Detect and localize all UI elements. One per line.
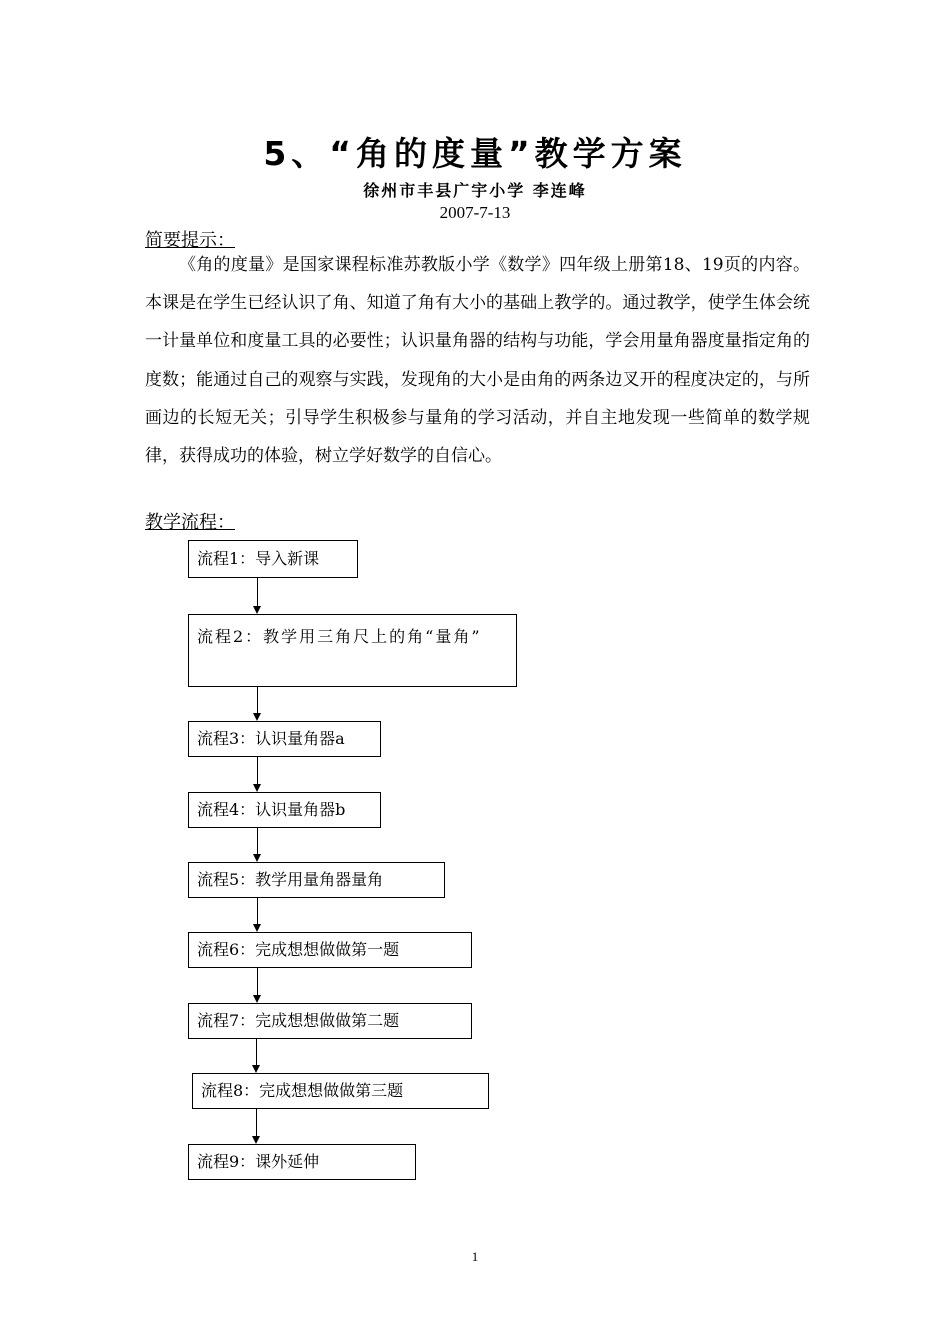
author-line: 徐州市丰县广宇小学 李连峰 xyxy=(363,181,587,200)
flow-step-1 xyxy=(188,540,358,578)
arrow-down-icon xyxy=(253,995,261,1003)
flow-step-2-label: 流程2：教学用三角尺上的角“量角” xyxy=(197,627,482,646)
arrow-down-icon xyxy=(253,713,261,721)
flow-step-1-label: 流程1：导入新课 xyxy=(197,549,320,568)
arrow-down-icon xyxy=(253,784,261,792)
flow-step-7-label: 流程7：完成想想做做第二题 xyxy=(197,1011,400,1030)
document-title: 5、“角的度量”教学方案 xyxy=(263,134,687,173)
arrow-down-icon xyxy=(253,854,261,862)
flow-step-9-label: 流程9：课外延伸 xyxy=(197,1152,320,1171)
flow-step-6 xyxy=(188,932,472,968)
document-date: 2007-7-13 xyxy=(439,203,511,222)
flow-step-8-label: 流程8：完成想想做做第三题 xyxy=(201,1081,404,1100)
flow-connector xyxy=(257,968,258,995)
flow-connector xyxy=(256,1109,257,1136)
summary-heading: 简要提示： xyxy=(145,230,235,251)
flow-step-5 xyxy=(188,862,445,898)
flow-step-3-label: 流程3：认识量角器a xyxy=(197,729,345,748)
flow-step-4-label: 流程4：认识量角器b xyxy=(197,800,346,819)
flow-step-4 xyxy=(188,792,381,828)
arrow-down-icon xyxy=(253,606,261,614)
flow-step-2 xyxy=(188,614,517,687)
page-number: 1 xyxy=(471,1249,479,1264)
flow-step-3 xyxy=(188,721,381,757)
flow-connector xyxy=(257,828,258,854)
flow-step-5-label: 流程5：教学用量角器量角 xyxy=(197,870,384,889)
flow-connector xyxy=(256,1039,257,1065)
flow-heading: 教学流程： xyxy=(145,512,235,533)
summary-paragraph: 《角的度量》是国家课程标准苏教版小学《数学》四年级上册第18、19页的内容。本课是在学生已经认识了角、知道了角有大小的基础上教学的。通过教学，使学生体会统一计量单位和度量工具的必要性；认识量角器的结构与功能，学会用量角器度量指定角的度数；能通过自己的观察与实践，发现角的大小是由角的两条边叉开的程度决定的，与所画边的长短无关；引导学生积极参与量角的学习活动，并自主地发现一些简单的数学规律，获得成功的体验，树立学好数学的自信心。 xyxy=(145,255,810,467)
flow-step-8 xyxy=(192,1073,489,1109)
flow-connector xyxy=(257,578,258,606)
flow-step-9 xyxy=(188,1144,416,1180)
flow-step-7 xyxy=(188,1003,472,1039)
arrow-down-icon xyxy=(252,1136,260,1144)
flow-connector xyxy=(257,687,258,713)
flow-step-6-label: 流程6：完成想想做做第一题 xyxy=(197,940,400,959)
flow-connector xyxy=(257,757,258,784)
arrow-down-icon xyxy=(253,924,261,932)
flow-connector xyxy=(257,898,258,924)
arrow-down-icon xyxy=(252,1065,260,1073)
